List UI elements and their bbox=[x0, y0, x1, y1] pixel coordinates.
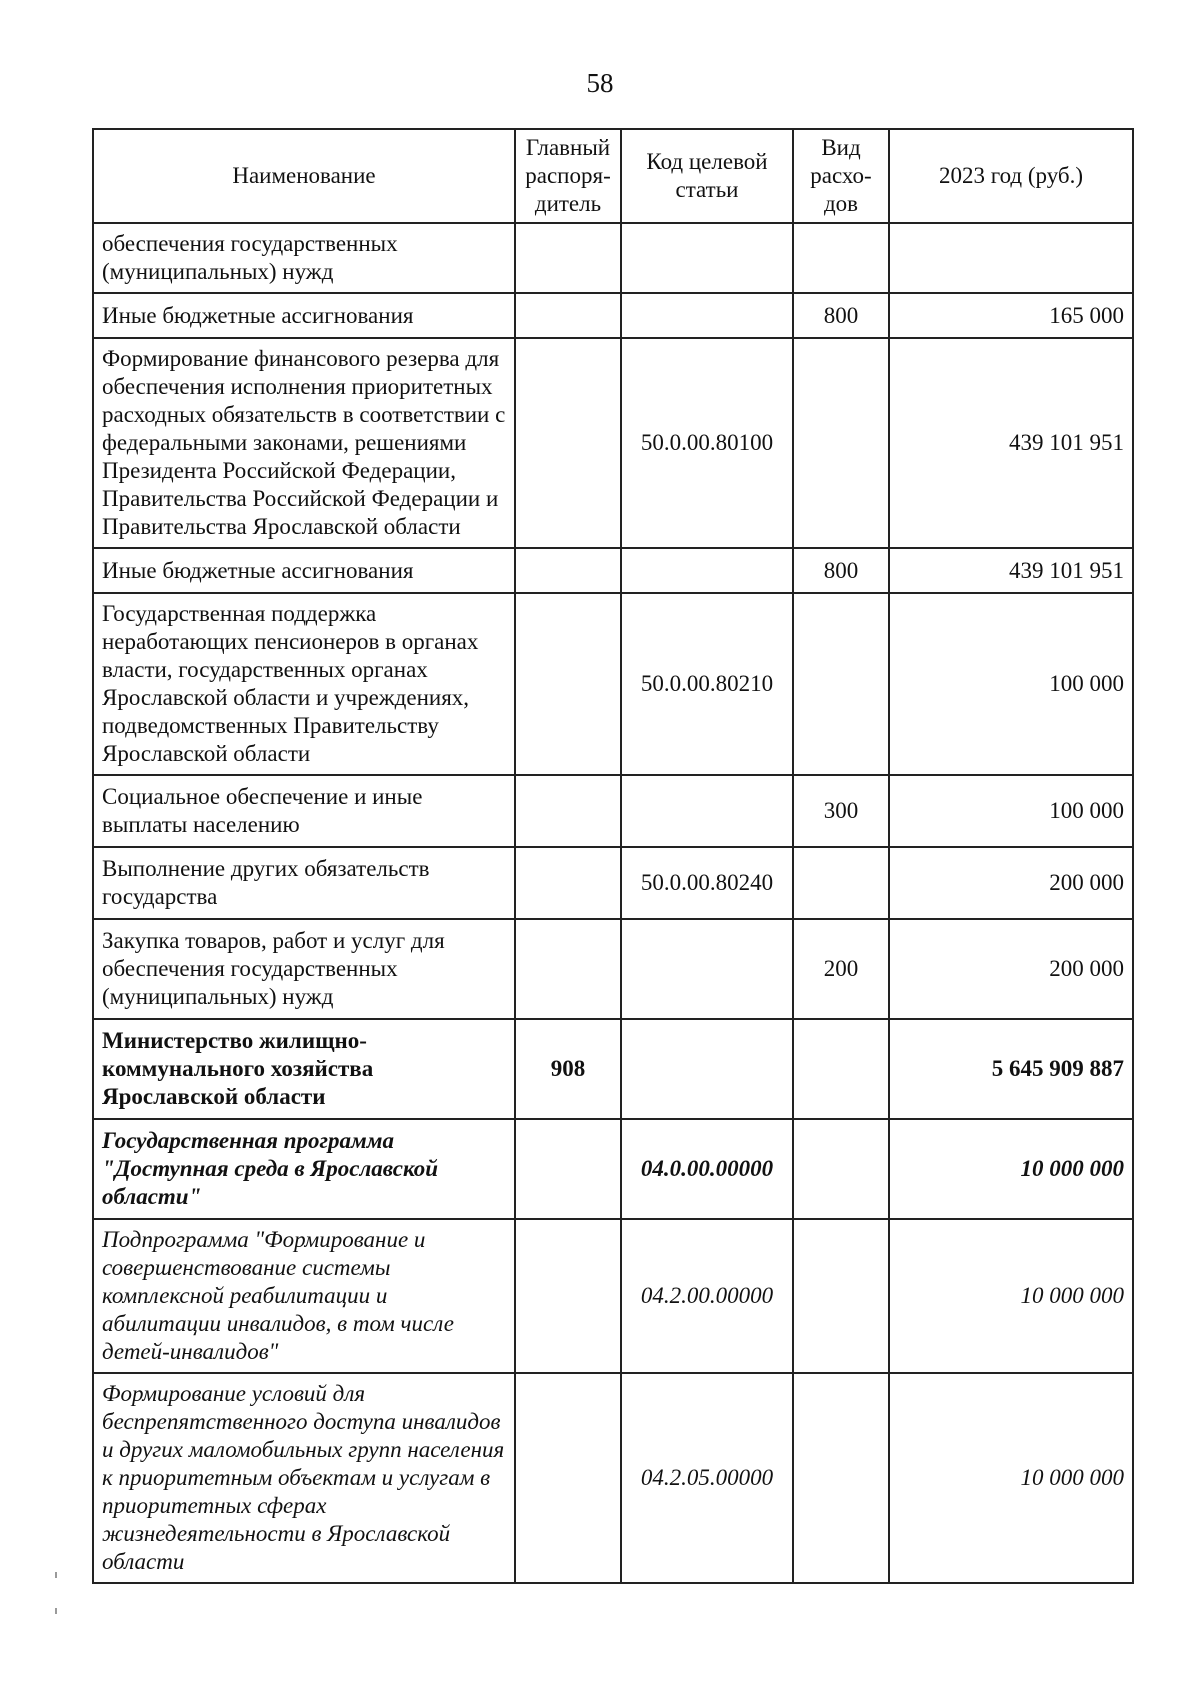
row-code bbox=[621, 919, 793, 1019]
row-code: 04.0.00.00000 bbox=[621, 1119, 793, 1219]
row-type bbox=[793, 1219, 889, 1373]
table-row bbox=[93, 775, 1133, 847]
row-amount: 10 000 000 bbox=[889, 1219, 1133, 1373]
row-chief bbox=[515, 1373, 621, 1583]
table-row bbox=[93, 223, 1133, 293]
header-name: Наименование bbox=[93, 129, 515, 223]
row-code: 50.0.00.80210 bbox=[621, 593, 793, 775]
table-row bbox=[93, 593, 1133, 775]
header-expense-type: Вид расхо-дов bbox=[793, 129, 889, 223]
row-name: Иные бюджетные ассигнования bbox=[93, 293, 515, 338]
row-name: Министерство жилищно-коммунального хозяйства Ярославской области bbox=[93, 1019, 515, 1119]
row-chief bbox=[515, 1219, 621, 1373]
row-type: 800 bbox=[793, 293, 889, 338]
table-header-row bbox=[93, 129, 1133, 223]
row-name: Формирование финансового резерва для обеспечения исполнения приоритетных расходных обязательств в соответствии с федеральными законами, решениями Президента Российской Федерации, Правительства Российской Федерации и Правительства Ярославской области bbox=[93, 338, 515, 548]
page-number: 58 bbox=[586, 68, 614, 98]
row-amount bbox=[889, 223, 1133, 293]
row-type: 800 bbox=[793, 548, 889, 593]
row-chief bbox=[515, 775, 621, 847]
row-chief bbox=[515, 847, 621, 919]
row-code bbox=[621, 775, 793, 847]
row-amount: 10 000 000 bbox=[889, 1373, 1133, 1583]
row-amount: 100 000 bbox=[889, 775, 1133, 847]
row-name: Выполнение других обязательств государства bbox=[93, 847, 515, 919]
row-code: 04.2.05.00000 bbox=[621, 1373, 793, 1583]
table-row bbox=[93, 1373, 1133, 1583]
row-type bbox=[793, 1019, 889, 1119]
row-chief bbox=[515, 548, 621, 593]
header-year-amount: 2023 год (руб.) bbox=[889, 129, 1133, 223]
row-code bbox=[621, 548, 793, 593]
table-row bbox=[93, 548, 1133, 593]
row-amount: 200 000 bbox=[889, 919, 1133, 1019]
row-name: Государственная поддержка неработающих пенсионеров в органах власти, государственных органах Ярославской области и учреждениях, подведомственных Правительству Ярославской области bbox=[93, 593, 515, 775]
row-name: обеспечения государственных (муниципальных) нужд bbox=[93, 223, 515, 293]
row-code bbox=[621, 293, 793, 338]
row-code bbox=[621, 223, 793, 293]
table-row bbox=[93, 1019, 1133, 1119]
row-amount: 165 000 bbox=[889, 293, 1133, 338]
row-amount: 10 000 000 bbox=[889, 1119, 1133, 1219]
row-type bbox=[793, 223, 889, 293]
row-chief bbox=[515, 223, 621, 293]
table-row bbox=[93, 919, 1133, 1019]
budget-table bbox=[92, 128, 1134, 1584]
row-type bbox=[793, 847, 889, 919]
row-name: Формирование условий для беспрепятственного доступа инвалидов и других маломобильных групп населения к приоритетным объектам и услугам в приоритетных сферах жизнедеятельности в Ярославской области bbox=[93, 1373, 515, 1583]
row-chief bbox=[515, 293, 621, 338]
scan-mark bbox=[55, 1608, 57, 1614]
row-name: Закупка товаров, работ и услуг для обеспечения государственных (муниципальных) нужд bbox=[93, 919, 515, 1019]
row-chief bbox=[515, 338, 621, 548]
row-amount: 439 101 951 bbox=[889, 548, 1133, 593]
table-row bbox=[93, 338, 1133, 548]
table-row bbox=[93, 1219, 1133, 1373]
row-name: Подпрограмма "Формирование и совершенствование системы комплексной реабилитации и абилитации инвалидов, в том числе детей-инвалидов" bbox=[93, 1219, 515, 1373]
header-chief-manager: Главный распоря-дитель bbox=[515, 129, 621, 223]
row-type: 300 bbox=[793, 775, 889, 847]
row-chief bbox=[515, 593, 621, 775]
row-type bbox=[793, 593, 889, 775]
row-chief bbox=[515, 1119, 621, 1219]
header-target-code: Код целевой статьи bbox=[621, 129, 793, 223]
row-type bbox=[793, 338, 889, 548]
table-row bbox=[93, 293, 1133, 338]
row-amount: 439 101 951 bbox=[889, 338, 1133, 548]
row-code: 04.2.00.00000 bbox=[621, 1219, 793, 1373]
table-row bbox=[93, 1119, 1133, 1219]
row-code: 50.0.00.80100 bbox=[621, 338, 793, 548]
row-amount: 100 000 bbox=[889, 593, 1133, 775]
scan-mark bbox=[55, 1572, 57, 1578]
row-code: 50.0.00.80240 bbox=[621, 847, 793, 919]
row-type bbox=[793, 1119, 889, 1219]
row-amount: 5 645 909 887 bbox=[889, 1019, 1133, 1119]
row-chief: 908 bbox=[515, 1019, 621, 1119]
row-name: Социальное обеспечение и иные выплаты населению bbox=[93, 775, 515, 847]
row-amount: 200 000 bbox=[889, 847, 1133, 919]
row-name: Иные бюджетные ассигнования bbox=[93, 548, 515, 593]
row-code bbox=[621, 1019, 793, 1119]
row-type bbox=[793, 1373, 889, 1583]
table-row bbox=[93, 847, 1133, 919]
row-type: 200 bbox=[793, 919, 889, 1019]
row-chief bbox=[515, 919, 621, 1019]
row-name: Государственная программа "Доступная среда в Ярославской области" bbox=[93, 1119, 515, 1219]
